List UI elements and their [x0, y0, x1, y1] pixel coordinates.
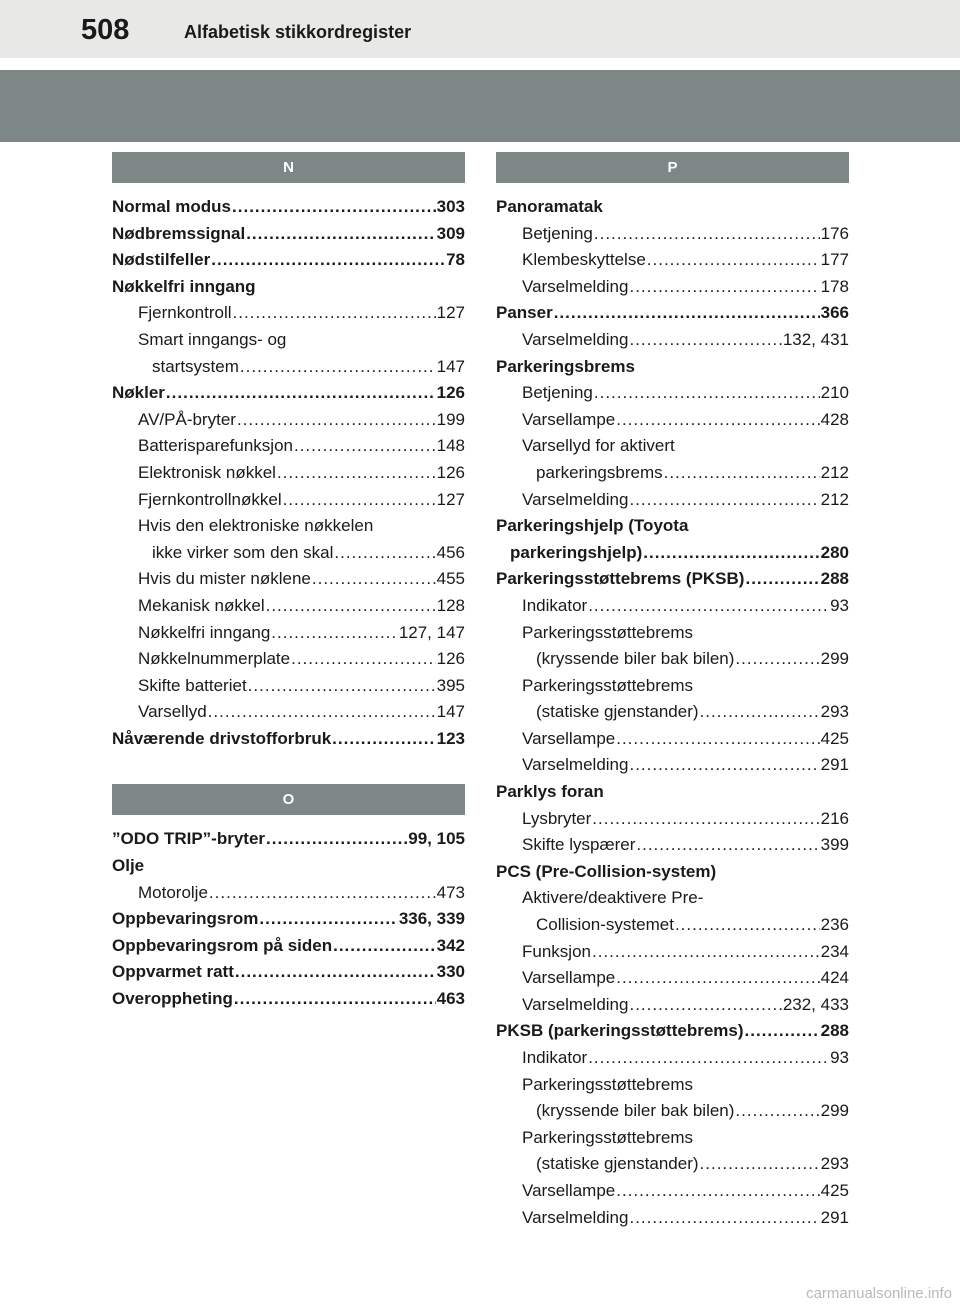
entry-text: Olje [112, 856, 145, 876]
entry-text: Betjening [522, 223, 593, 243]
index-entry [496, 540, 849, 567]
dot-leader [629, 327, 781, 354]
index-column-right [496, 152, 849, 1231]
entry-text: Nåværende drivstofforbruk [112, 728, 332, 748]
dot-leader [629, 487, 819, 514]
entry-text: Varsellampe [522, 968, 616, 988]
entry-text: Fjernkontroll [138, 303, 232, 323]
entry-page-number: 178 [820, 276, 849, 296]
dot-leader [616, 965, 819, 992]
index-entry [496, 247, 849, 274]
index-entry [496, 433, 849, 460]
index-entry [496, 1072, 849, 1099]
index-entry [112, 247, 465, 274]
entry-page-number: 291 [820, 1207, 849, 1227]
dot-leader [294, 433, 436, 460]
index-entry [112, 407, 465, 434]
index-entry [496, 194, 849, 221]
entry-page-number: 293 [820, 702, 849, 722]
dot-leader [592, 806, 819, 833]
dot-leader [592, 939, 820, 966]
index-entry [496, 806, 849, 833]
dot-leader [232, 194, 436, 221]
dot-leader [588, 593, 829, 620]
dot-leader [643, 540, 819, 567]
entry-page-number: 210 [820, 383, 849, 403]
entry-page-number: 148 [436, 436, 465, 456]
index-entry [496, 912, 849, 939]
dot-leader [233, 300, 436, 327]
entry-text: Overoppheting [112, 989, 233, 1009]
index-entry [496, 487, 849, 514]
entry-text: startsystem [152, 356, 239, 376]
dot-leader [675, 912, 820, 939]
entry-text: (statiske gjenstander) [536, 1154, 699, 1174]
dot-leader [266, 593, 436, 620]
entry-text: Panoramatak [496, 197, 603, 216]
entry-page-number: 127 [436, 303, 465, 323]
dot-leader [234, 986, 436, 1013]
entry-page-number: 456 [436, 542, 465, 562]
index-entry [112, 620, 465, 647]
entry-text: Varsellampe [522, 409, 616, 429]
index-entry [112, 460, 465, 487]
entry-list [112, 183, 465, 752]
dot-leader [700, 1151, 820, 1178]
entry-text: (statiske gjenstander) [536, 702, 699, 722]
dot-leader [246, 221, 435, 248]
page-header [0, 0, 960, 58]
section-header-p: P [496, 152, 849, 183]
entry-text: Nødbremssignal [112, 223, 246, 243]
index-entry [496, 885, 849, 912]
dot-leader [211, 247, 445, 274]
entry-text: Parkeringsstøttebrems [522, 1074, 693, 1094]
index-entry [112, 354, 465, 381]
entry-page-number: 216 [820, 808, 849, 828]
entry-page-number: 336, 339 [398, 909, 465, 929]
entry-text: Parklys foran [496, 782, 604, 802]
entry-text: Parkeringsstøttebrems [522, 675, 693, 695]
entry-text: Varselmelding [522, 755, 629, 775]
entry-text: Hvis den elektroniske nøkkelen [138, 516, 374, 536]
index-entry [496, 859, 849, 886]
entry-page-number: 147 [436, 702, 465, 722]
index-entry [112, 959, 465, 986]
dot-leader [166, 380, 436, 407]
entry-page-number: 234 [820, 941, 849, 961]
index-entry [112, 699, 465, 726]
index-entry [112, 300, 465, 327]
index-entry [112, 487, 465, 514]
index-entry [112, 194, 465, 221]
index-entry [112, 726, 465, 753]
dot-leader [588, 1045, 829, 1072]
entry-page-number: 123 [436, 728, 465, 748]
dot-leader [277, 460, 436, 487]
index-entry [112, 646, 465, 673]
dot-leader [283, 487, 436, 514]
entry-page-number: 78 [446, 250, 465, 270]
header-band [0, 70, 960, 142]
index-entry [496, 513, 849, 540]
index-entry [496, 1205, 849, 1232]
entry-text: Varselmelding [522, 1207, 629, 1227]
index-entry [112, 986, 465, 1013]
index-entry [496, 274, 849, 301]
entry-text: Skifte batteriet [138, 675, 247, 695]
dot-leader [629, 752, 819, 779]
entry-text: Varsellampe [522, 728, 616, 748]
entry-page-number: 177 [820, 250, 849, 270]
entry-page-number: 342 [436, 935, 465, 955]
dot-leader [664, 460, 820, 487]
dot-leader [271, 620, 398, 647]
entry-page-number: 366 [820, 303, 849, 323]
dot-leader [594, 221, 820, 248]
entry-text: Parkeringsstøttebrems [522, 1127, 693, 1147]
entry-text: Oppbevaringsrom på siden [112, 935, 333, 955]
watermark: carmanualsonline.info [806, 1285, 952, 1302]
entry-text: Panser [496, 303, 553, 323]
index-entry [496, 1125, 849, 1152]
page-number: 508 [81, 14, 130, 46]
entry-page-number: 425 [820, 728, 849, 748]
entry-page-number: 395 [436, 675, 465, 695]
entry-text: Indikator [522, 595, 588, 615]
entry-text: Motorolje [138, 882, 208, 902]
index-entry [496, 726, 849, 753]
entry-page-number: 232, 433 [782, 994, 849, 1014]
entry-page-number: 293 [820, 1154, 849, 1174]
entry-text: Varsellyd [138, 702, 207, 722]
entry-text: ”ODO TRIP”-bryter [112, 829, 266, 849]
entry-text: Funksjon [522, 941, 591, 961]
dot-leader [700, 699, 820, 726]
entry-page-number: 147 [436, 356, 465, 376]
entry-page-number: 126 [436, 649, 465, 669]
entry-page-number: 126 [436, 383, 465, 403]
entry-text: ikke virker som den skal [152, 542, 334, 562]
index-entry [112, 933, 465, 960]
entry-text: (kryssende biler bak bilen) [536, 1101, 735, 1121]
entry-text: Parkeringsbrems [496, 356, 635, 376]
section-header-o: O [112, 784, 465, 815]
index-entry [496, 699, 849, 726]
entry-text: Betjening [522, 383, 593, 403]
index-entry [496, 832, 849, 859]
page-title: Alfabetisk stikkordregister [184, 22, 412, 42]
entry-page-number: 463 [436, 989, 465, 1009]
entry-text: Oppbevaringsrom [112, 909, 259, 929]
entry-text: PCS (Pre-Collision-system) [496, 861, 717, 881]
dot-leader [291, 646, 436, 673]
index-entry [112, 593, 465, 620]
index-entry [112, 380, 465, 407]
dot-leader [629, 992, 781, 1019]
index-entry [112, 513, 465, 540]
entry-page-number: 132, 431 [782, 329, 849, 349]
entry-text: PKSB (parkeringsstøttebrems) [496, 1021, 744, 1041]
index-entry [112, 673, 465, 700]
entry-page-number: 280 [820, 542, 849, 562]
index-entry [496, 992, 849, 1019]
entry-page-number: 93 [830, 1048, 849, 1067]
dot-leader [616, 407, 819, 434]
dot-leader [208, 699, 436, 726]
dot-leader [248, 673, 436, 700]
entry-list [112, 815, 465, 1012]
entry-page-number: 303 [436, 197, 465, 216]
index-entry [112, 826, 465, 853]
entry-text: Varselmelding [522, 489, 629, 509]
dot-leader [235, 959, 436, 986]
entry-page-number: 424 [820, 968, 849, 988]
index-entry [496, 566, 849, 593]
entry-text: Klembeskyttelse [522, 250, 646, 270]
entry-text: Indikator [522, 1048, 588, 1067]
index-entry [496, 965, 849, 992]
entry-text: Hvis du mister nøklene [138, 569, 311, 589]
entry-text: Skifte lyspærer [522, 835, 636, 855]
entry-page-number: 236 [820, 915, 849, 935]
entry-page-number: 299 [820, 649, 849, 669]
entry-page-number: 288 [820, 569, 849, 589]
entry-text: Batterisparefunksjon [138, 436, 293, 456]
entry-text: Oppvarmet ratt [112, 962, 234, 982]
dot-leader [647, 247, 820, 274]
index-entry [496, 380, 849, 407]
entry-page-number: 176 [820, 223, 849, 243]
index-entry [496, 939, 849, 966]
entry-text: Nøkkelnummerplate [138, 649, 291, 669]
entry-text: Lysbryter [522, 808, 592, 828]
index-entry [496, 620, 849, 647]
index-entry [112, 853, 465, 880]
index-entry [496, 1178, 849, 1205]
entry-text: Parkeringshjelp (Toyota [496, 516, 689, 536]
entry-page-number: 473 [436, 882, 465, 902]
dot-leader [745, 566, 819, 593]
entry-text: Varsellampe [522, 1180, 616, 1200]
index-entry [496, 1045, 849, 1072]
dot-leader [745, 1018, 820, 1045]
dot-leader [333, 933, 436, 960]
entry-text: Varsellyd for aktivert [522, 436, 675, 456]
index-entry [496, 300, 849, 327]
section-header-n: N [112, 152, 465, 183]
entry-text: Smart inngangs- og [138, 329, 287, 349]
entry-text: Varselmelding [522, 276, 629, 296]
index-entry [496, 407, 849, 434]
dot-leader [259, 906, 397, 933]
entry-page-number: 199 [436, 409, 465, 429]
entry-page-number: 309 [436, 223, 465, 243]
index-entry [112, 880, 465, 907]
index-entry [112, 906, 465, 933]
index-entry [112, 274, 465, 301]
entry-page-number: 212 [820, 489, 849, 509]
entry-text: Nøkler [112, 383, 165, 403]
entry-page-number: 428 [820, 409, 849, 429]
index-entry [112, 566, 465, 593]
dot-leader [594, 380, 820, 407]
dot-leader [735, 1098, 819, 1125]
entry-page-number: 127, 147 [398, 622, 465, 642]
entry-page-number: 399 [820, 835, 849, 855]
entry-text: Varselmelding [522, 994, 629, 1014]
entry-page-number: 99, 105 [408, 829, 465, 849]
entry-text: Elektronisk nøkkel [138, 462, 276, 482]
index-entry [496, 646, 849, 673]
entry-text: parkeringshjelp) [510, 542, 643, 562]
dot-leader [629, 274, 819, 301]
index-entry [496, 1098, 849, 1125]
entry-text: (kryssende biler bak bilen) [536, 649, 735, 669]
entry-page-number: 291 [820, 755, 849, 775]
dot-leader [554, 300, 820, 327]
entry-page-number: 126 [436, 462, 465, 482]
dot-leader [266, 826, 407, 853]
entry-text: parkeringsbrems [536, 462, 663, 482]
index-entry [496, 752, 849, 779]
dot-leader [616, 726, 819, 753]
index-entry [496, 1018, 849, 1045]
index-entry [496, 593, 849, 620]
index-entry [496, 460, 849, 487]
entry-page-number: 425 [820, 1180, 849, 1200]
index-column-left [112, 152, 465, 1013]
dot-leader [629, 1205, 819, 1232]
dot-leader [334, 540, 435, 567]
entry-text: AV/PÅ-bryter [138, 409, 236, 429]
dot-leader [209, 880, 436, 907]
entry-page-number: 288 [820, 1021, 849, 1041]
entry-page-number: 299 [820, 1101, 849, 1121]
dot-leader [735, 646, 819, 673]
dot-leader [312, 566, 436, 593]
index-entry [496, 327, 849, 354]
index-entry [112, 433, 465, 460]
index-entry [112, 221, 465, 248]
dot-leader [616, 1178, 819, 1205]
entry-page-number: 93 [830, 595, 849, 615]
index-entry [112, 327, 465, 354]
index-entry [496, 673, 849, 700]
index-entry [496, 354, 849, 381]
index-entry [496, 779, 849, 806]
entry-text: Mekanisk nøkkel [138, 595, 265, 615]
entry-list [496, 183, 849, 1231]
entry-text: Nødstilfeller [112, 250, 211, 270]
entry-text: Collision-systemet [536, 915, 674, 935]
entry-page-number: 212 [820, 462, 849, 482]
entry-page-number: 455 [436, 569, 465, 589]
entry-page-number: 127 [436, 489, 465, 509]
entry-page-number: 330 [436, 962, 465, 982]
entry-text: Aktivere/deaktivere Pre- [522, 888, 704, 908]
index-entry [496, 1151, 849, 1178]
index-entry [112, 540, 465, 567]
dot-leader [332, 726, 435, 753]
entry-text: Nøkkelfri inngang [112, 276, 256, 296]
entry-page-number: 128 [436, 595, 465, 615]
entry-text: Fjernkontrollnøkkel [138, 489, 282, 509]
dot-leader [636, 832, 819, 859]
dot-leader [237, 407, 436, 434]
dot-leader [240, 354, 436, 381]
entry-text: Normal modus [112, 197, 232, 216]
entry-text: Parkeringsstøttebrems (PKSB) [496, 569, 745, 589]
index-entry [496, 221, 849, 248]
entry-text: Parkeringsstøttebrems [522, 622, 693, 642]
entry-text: Nøkkelfri inngang [138, 622, 271, 642]
entry-text: Varselmelding [522, 329, 629, 349]
